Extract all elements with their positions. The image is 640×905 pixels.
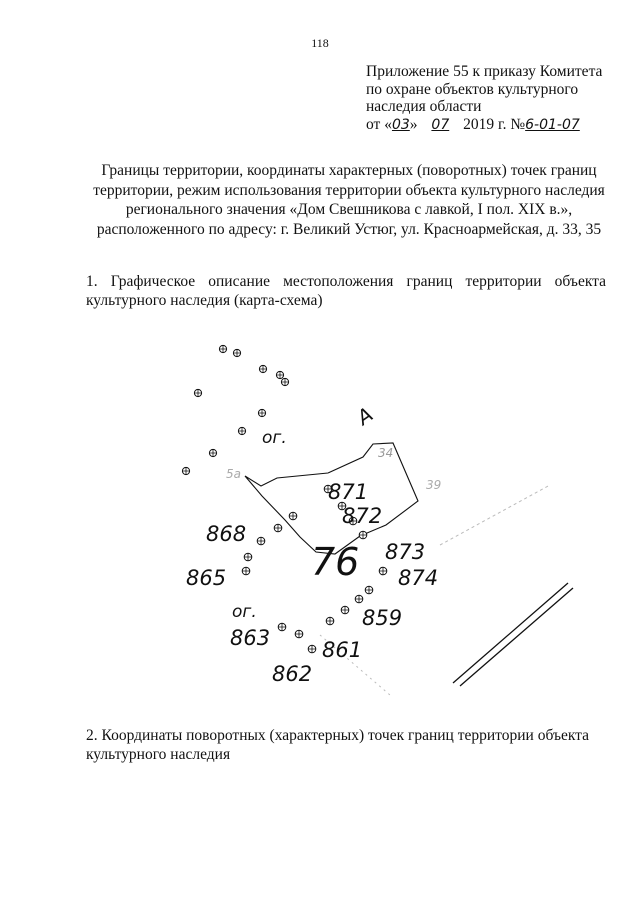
point-label-871: 871 [328,480,369,504]
faint-label-34: 34 [378,446,394,460]
ref-marker [209,449,216,456]
ref-marker [258,409,265,416]
appendix-line-3: наследия области [366,98,482,115]
point-marker [278,623,286,631]
document-title: Границы территории, координаты характерных (поворотных) точек границ территории, режим использования территории объекта культурного наследия регионального значения «Дом Свешникова с лавкой, I пол. XIX в.», расположенного по адресу: г. Великий Устюг, ул. Красноармейская, д. 33, 35 [93,162,605,238]
ref-marker [281,378,288,385]
point-label-859: 859 [362,606,403,630]
appendix-line-2: по охране объектов культурного [366,80,579,98]
date-mid: » [409,115,422,133]
point-label-862: 862 [272,662,313,686]
ref-marker [233,349,240,356]
reference-markers [182,345,288,474]
ref-marker [276,371,283,378]
appendix-header [366,63,626,134]
north-label: А [352,402,378,430]
date-month: 07 [431,116,450,133]
date-prefix: от « [366,115,392,133]
point-label-861: 861 [322,638,363,662]
order-number: 6-01-07 [525,116,580,133]
faint-label-5a: 5а [226,467,241,481]
date-day: 03 [391,116,410,133]
scheme-labels [186,402,441,686]
section-2-heading: 2. Координаты поворотных (характерных) точек границ территории объекта культурного наследия [86,727,590,763]
appendix-line-1: Приложение 55 к приказу Комитета [366,63,603,80]
point-marker [355,595,363,603]
point-label-868: 868 [206,522,247,546]
boundary-scheme-map [170,335,610,700]
point-marker [244,553,252,561]
point-marker [257,537,265,545]
faint-label-39: 39 [426,478,442,492]
parcel-number-label: 76 [311,540,360,584]
point-marker [359,531,367,539]
point-label-873: 873 [385,540,426,564]
point-marker [341,606,349,614]
point-label-863: 863 [230,626,271,650]
ref-marker [259,365,266,372]
og-label: ог. [232,602,257,622]
point-marker [274,524,282,532]
ref-marker [182,467,189,474]
ref-marker [194,389,201,396]
point-marker [326,617,334,625]
point-marker [295,630,303,638]
section-1-heading: 1. Графическое описание местоположения границ территории объекта культурного наследия (карта-схема) [86,273,606,309]
point-marker [379,567,387,575]
ref-marker [238,427,245,434]
date-year: 2019 г. № [459,115,526,133]
ref-marker [219,345,226,352]
point-marker [289,512,297,520]
point-marker [365,586,373,594]
appendix-date-line [366,116,626,135]
point-marker [308,645,316,653]
point-marker [242,567,250,575]
point-label-865: 865 [186,566,227,590]
road-lines [453,583,573,686]
og-label-top: ог. [262,428,287,448]
point-label-874: 874 [398,566,439,590]
point-label-872: 872 [342,504,383,528]
page-number: 118 [311,36,329,50]
